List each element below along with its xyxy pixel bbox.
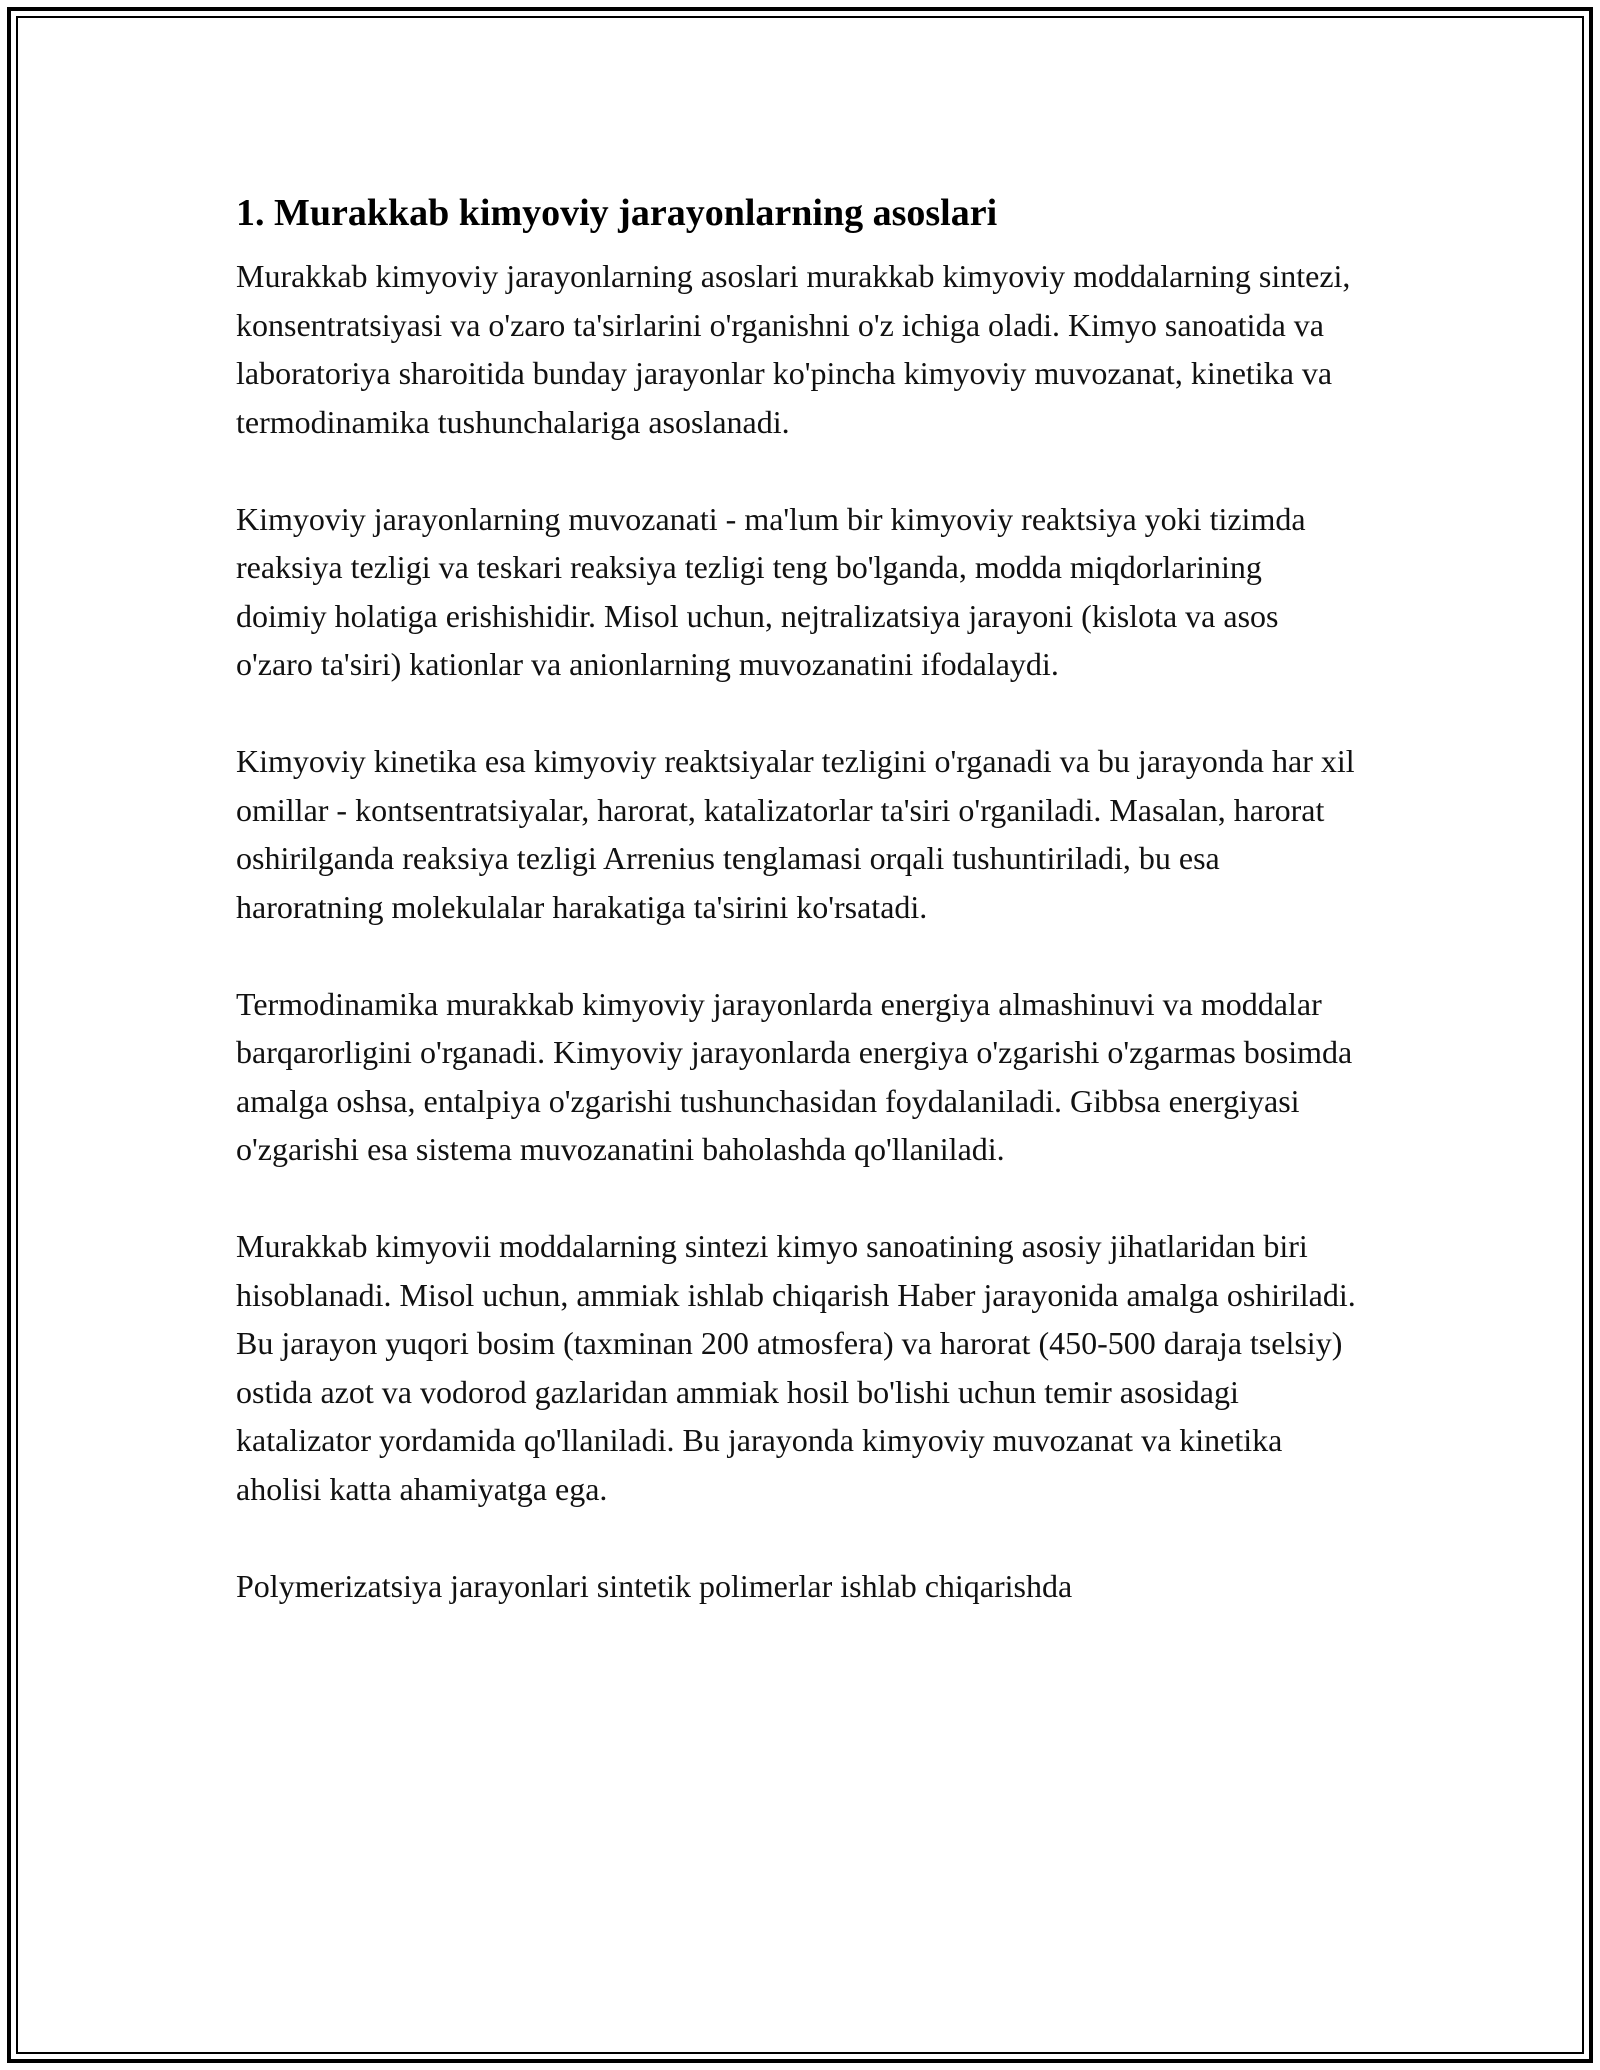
paragraph-5: Murakkab kimyovii moddalarning sintezi kimyo sanoatining asosiy jihatlaridan biri hisoblanadi. Misol uchun, ammiak ishlab chiqarish Haber jarayonida amalga oshiriladi. Bu jarayon yuqori bosim (taxminan 200 atmosfera) va harorat (450-500 daraja tselsiy) ostida azot va vodorod gazlaridan ammiak hosil bo'lishi uchun temir asosidagi katalizator yordamida qo'llaniladi. Bu jarayonda kimyoviy muvozanat va kinetika aholisi katta ahamiyatga ega. bbox=[236, 1228, 1356, 1507]
paragraph-3: Kimyoviy kinetika esa kimyoviy reaktsiyalar tezligini o'rganadi va bu jarayonda har xil omillar - kontsentratsiyalar, harorat, katalizatorlar ta'siri o'rganiladi. Masalan, harorat oshirilganda reaksiya tezligi Arrenius tenglamasi orqali tushuntiriladi, bu esa haroratning molekulalar harakatiga ta'sirini ko'rsatadi. bbox=[236, 743, 1355, 925]
paragraph-2: Kimyoviy jarayonlarning muvozanati - ma'lum bir kimyoviy reaktsiya yoki tizimda reaksiya tezligi va teskari reaksiya tezligi teng bo'lganda, modda miqdorlarining doimiy holatiga erishishidir. Misol uchun, nejtralizatsiya jarayoni (kislota va asos o'zaro ta'siri) kationlar va anionlarning muvozanatini ifodalaydi. bbox=[236, 500, 1306, 682]
paragraph-4: Termodinamika murakkab kimyoviy jarayonlarda energiya almashinuvi va moddalar barqarorligini o'rganadi. Kimyoviy jarayonlarda energiya o'zgarishi o'zgarmas bosimda amalga oshsa, entalpiya o'zgarishi tushunchasidan foydalaniladi. Gibbsa energiyasi o'zgarishi esa sistema muvozanatini baholashda qo'llaniladi. bbox=[236, 985, 1353, 1167]
section-heading: 1. Murakkab kimyoviy jarayonlarning asoslari bbox=[236, 192, 998, 234]
paragraph-1: Murakkab kimyoviy jarayonlarning asoslari murakkab kimyoviy moddalarning sintezi, konsentratsiyasi va o'zaro ta'sirlarini o'rganishni o'z ichiga oladi. Kimyo sanoatida va laboratoriya sharoitida bunday jarayonlar ko'pincha kimyoviy muvozanat, kinetika va termodinamika tushunchalariga asoslanadi. bbox=[236, 258, 1351, 440]
paragraph-6: Polymerizatsiya jarayonlari sintetik polimerlar ishlab chiqarishda bbox=[236, 1567, 1073, 1604]
document-body bbox=[236, 188, 1356, 1659]
